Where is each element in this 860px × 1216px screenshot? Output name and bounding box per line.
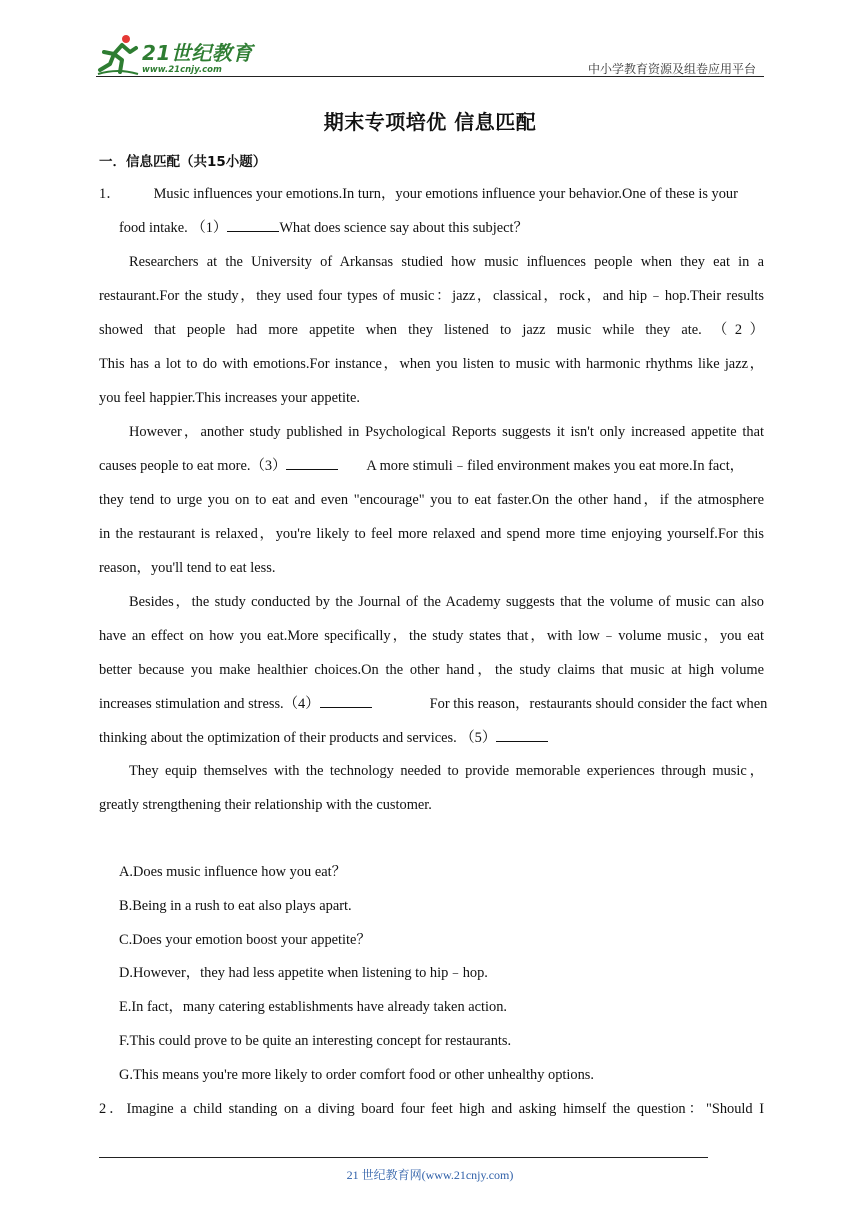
footer-text[interactable]: 21 世纪教育网(www.21cnjy.com) [346, 1168, 514, 1182]
paragraph-line: you feel happier.This increases your appetite. [99, 390, 360, 406]
page-title: 期末专项培优 信息匹配 [323, 110, 537, 134]
section-heading: 一．信息匹配（共15小题） [99, 154, 267, 170]
paragraph-line: thinking about the optimization of their products and services. （5） [99, 727, 764, 749]
answer-blank-5[interactable] [496, 727, 548, 742]
paragraph-line: have an effect on how you eat.More specifically，the study states that，with low﹣volume music，you eat [99, 628, 764, 644]
paragraph-line: increases stimulation and stress.（4） For this reason，restaurants should consider the fact when [99, 693, 764, 715]
q1-line-2: food intake. （1） What does science say about this subject？ [119, 217, 784, 239]
option-g: G.This means you're more likely to order comfort food or other unhealthy options. [119, 1067, 594, 1083]
site-logo [96, 32, 253, 76]
q1-line-1 [99, 183, 764, 205]
footer-divider [99, 1157, 708, 1158]
paragraph-line: restaurant.For the study，they used four types of music：jazz，classical，rock，and hip﹣hop.Their results [99, 288, 764, 304]
q2-line-1: 2．Imagine a child standing on a diving board four feet high and asking himself the question："Should I [99, 1101, 764, 1117]
paragraph-line: reason，you'll tend to eat less. [99, 560, 276, 576]
paragraph-line: causes people to eat more.（3） A more stimuli﹣filed environment makes you eat more.In fact， [99, 455, 764, 477]
option-b: B.Being in a rush to eat also plays apart. [119, 898, 352, 914]
paragraph-line: Besides，the study conducted by the Journal of the Academy suggests that the volume of music can also [129, 594, 764, 610]
answer-blank-4[interactable] [320, 693, 372, 708]
paragraph-line: in the restaurant is relaxed，you're likely to feel more relaxed and spend more time enjoying yourself.For this [99, 526, 764, 542]
paragraph-line: Researchers at the University of Arkansas studied how music influences people when they eat in a [129, 254, 764, 270]
paragraph-line: greatly strengthening their relationship with the customer. [99, 797, 432, 813]
answer-blank-3[interactable] [286, 455, 338, 470]
option-e: E.In fact，many catering establishments have already taken action. [119, 999, 507, 1015]
q1-number: 1． [99, 186, 121, 202]
logo-url: www.21cnjy.com [142, 65, 222, 75]
option-d: D.However，they had less appetite when listening to hip﹣hop. [119, 965, 488, 981]
option-f: F.This could prove to be quite an interesting concept for restaurants. [119, 1033, 512, 1049]
option-c: C.Does your emotion boost your appetite？ [119, 932, 371, 948]
logo-text: 21世纪教育 [142, 41, 253, 65]
paragraph-line: They equip themselves with the technology needed to provide memorable experiences through music， [129, 763, 764, 779]
answer-blank-1[interactable] [227, 217, 279, 232]
page-header [96, 30, 764, 78]
paragraph-line: showed that people had more appetite when they listened to jazz music while they ate. （2） [99, 322, 764, 338]
platform-label: 中小学教育资源及组卷应用平台 [587, 62, 756, 76]
header-divider [96, 76, 764, 77]
option-a: A.Does music influence how you eat？ [119, 864, 346, 880]
paragraph-line: This has a lot to do with emotions.For instance，when you listen to music with harmonic rhythms like jazz， [99, 356, 764, 372]
paragraph-line: they tend to urge you on to eat and even "encourage" you to eat faster.On the other hand，if the atmosphere [99, 492, 764, 508]
q1-text: Music influences your emotions.In turn，your emotions influence your behavior.One of these is your [153, 186, 738, 202]
runner-logo-icon [96, 32, 140, 76]
paragraph-line: However，another study published in Psychological Reports suggests it isn't only increased appetite that [129, 424, 764, 440]
paragraph-line: better because you make healthier choices.On the other hand，the study claims that music at high volume [99, 662, 764, 678]
